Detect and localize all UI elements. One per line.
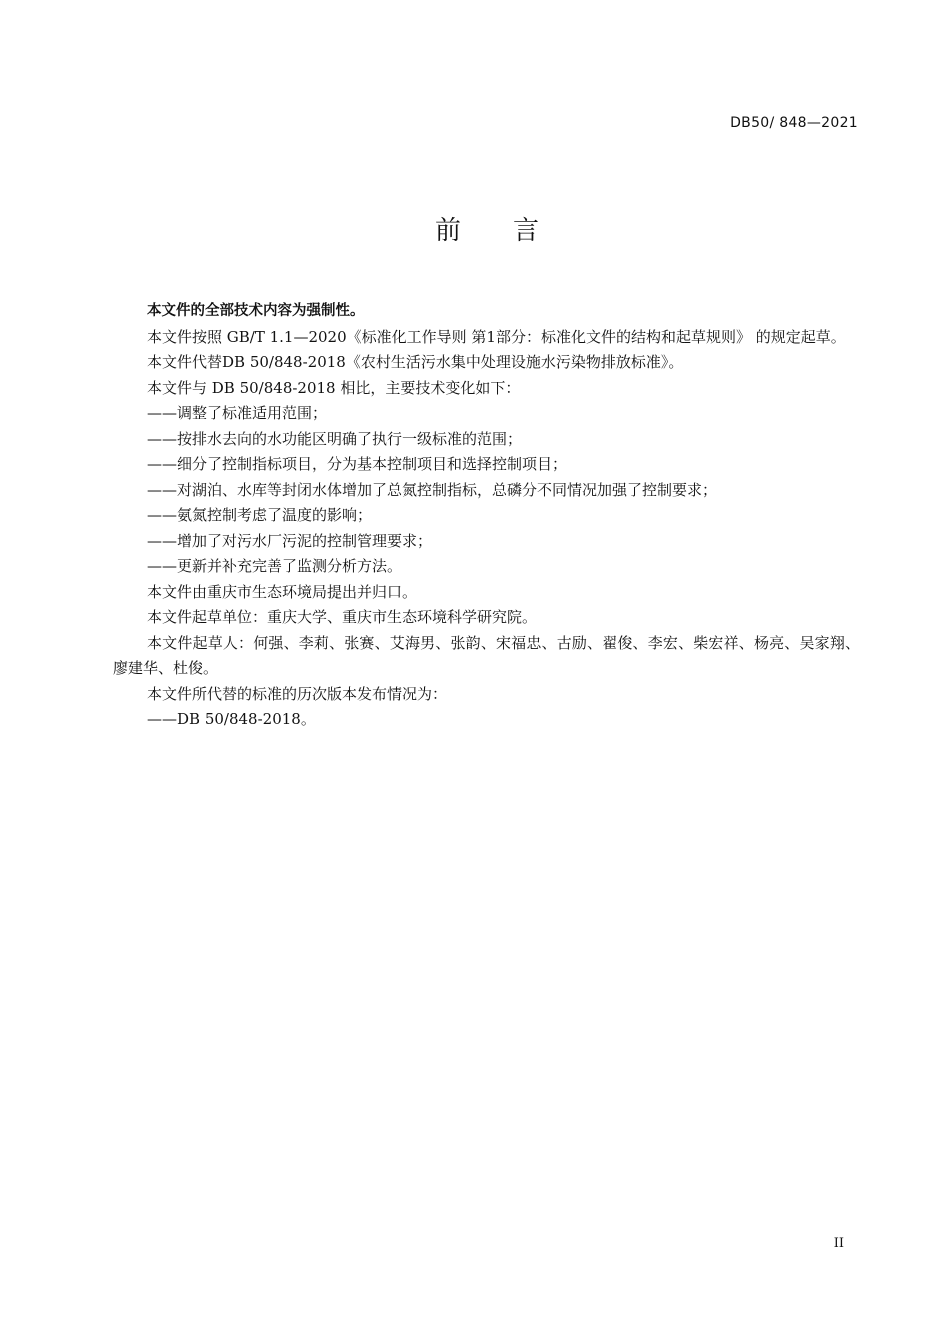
change-item: ——更新并补充完善了监测分析方法。 — [147, 557, 403, 575]
change-item: ——细分了控制指标项目，分为基本控制项目和选择控制项目； — [147, 455, 568, 473]
page-number: II — [833, 1236, 844, 1251]
history-intro-paragraph: 本文件所代替的标准的历次版本发布情况为： — [147, 684, 448, 703]
page-title — [0, 210, 950, 247]
change-item: ——调整了标准适用范围； — [147, 404, 328, 422]
change-item: ——对湖泊、水库等封闭水体增加了总氮控制指标，总磷分不同情况加强了控制要求； — [147, 480, 718, 499]
drafters-paragraph: 本文件起草人：何强、李莉、张赛、艾海男、张韵、宋福忠、古励、翟俊、李宏、柴宏祥、杨亮、吴家翔、廖建华、杜俊。 — [113, 633, 860, 677]
title-part-1: 前 — [434, 216, 461, 246]
changes-intro-paragraph: 本文件与 DB 50/848-2018 相比，主要技术变化如下： — [147, 378, 521, 397]
history-item: ——DB 50/848-2018。 — [147, 710, 316, 728]
change-item: ——氨氮控制考虑了温度的影响； — [147, 506, 373, 524]
proposer-paragraph: 本文件由重庆市生态环境局提出并归口。 — [147, 582, 418, 601]
drafting-basis-paragraph: 本文件按照 GB/T 1.1—2020《标准化工作导则 第1部分：标准化文件的结构和起草规则》 的规定起草。 — [147, 327, 846, 346]
change-item: ——增加了对污水厂污泥的控制管理要求； — [147, 531, 433, 550]
replacement-paragraph: 本文件代替DB 50/848-2018《农村生活污水集中处理设施水污染物排放标准》。 — [147, 353, 684, 371]
standard-code: DB50/ 848—2021 — [730, 115, 858, 131]
mandatory-statement: 本文件的全部技术内容为强制性。 — [147, 303, 365, 319]
drafting-units-paragraph: 本文件起草单位：重庆大学、重庆市生态环境科学研究院。 — [147, 608, 538, 626]
title-part-2: 言 — [513, 216, 540, 246]
foreword-body — [113, 299, 860, 733]
change-item: ——按排水去向的水功能区明确了执行一级标准的范围； — [147, 429, 523, 448]
